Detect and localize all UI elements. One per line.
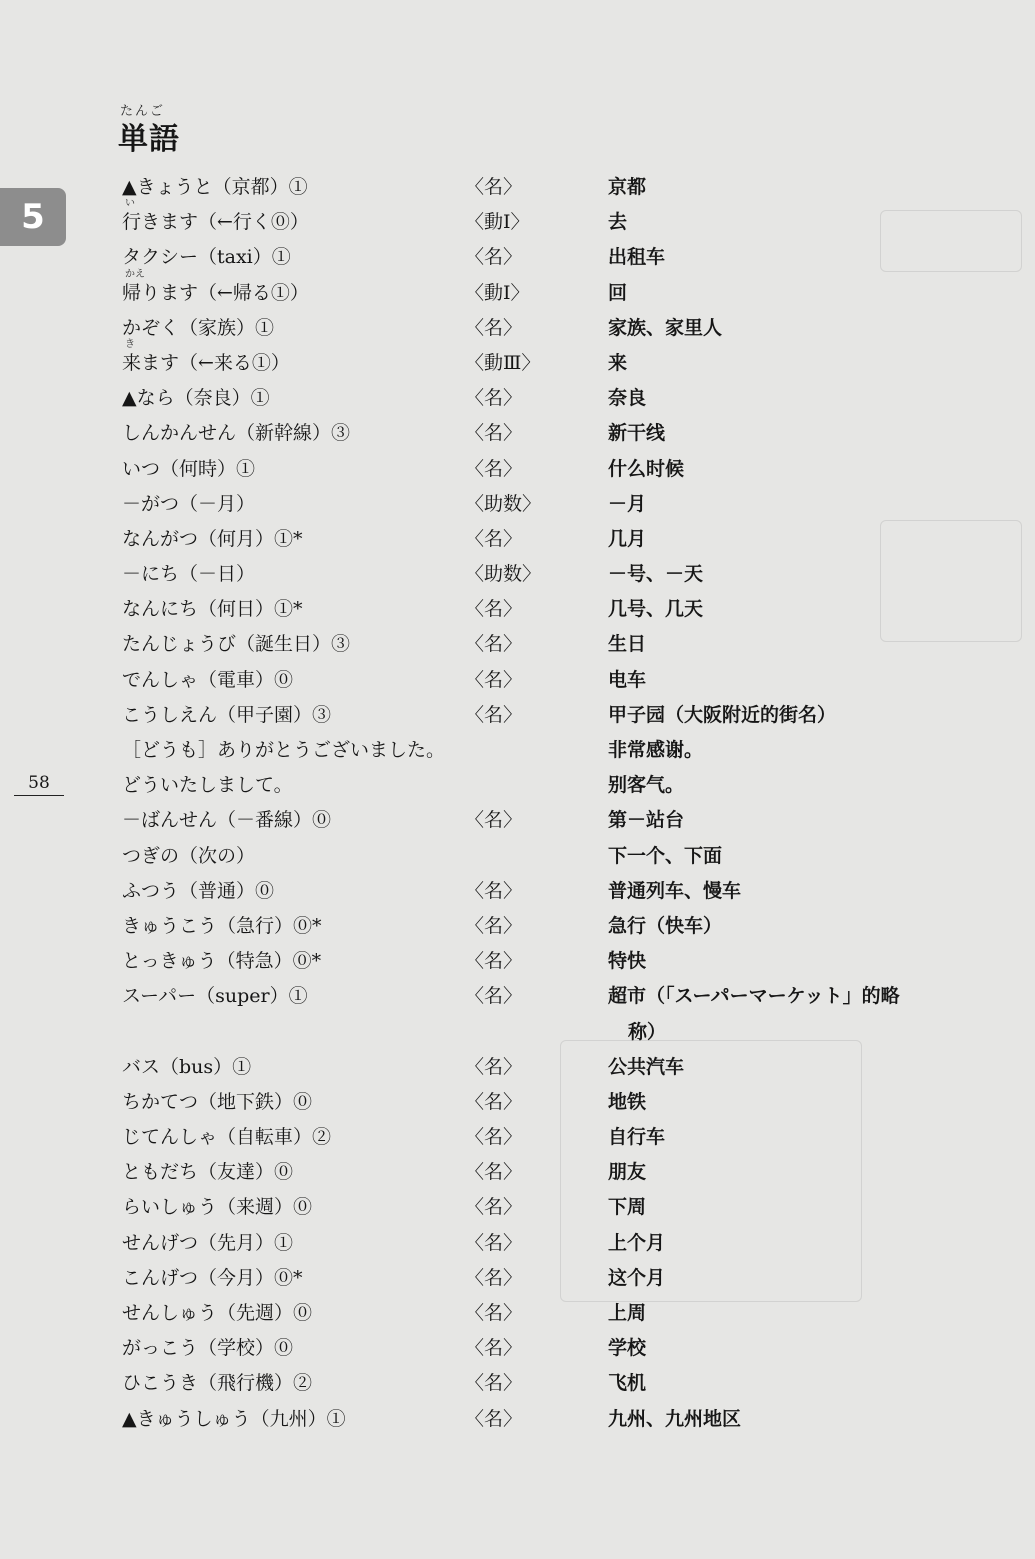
vocab-row (0, 1190, 1035, 1225)
vocab-word: じてんしゃ（自転車）② (122, 1126, 332, 1149)
vocab-word: 帰ります（←帰る①） (122, 281, 309, 304)
part-of-speech: 〈名〉 (465, 633, 523, 656)
vocab-word: いつ（何時）① (122, 457, 256, 480)
vocab-row (0, 338, 1035, 381)
part-of-speech: 〈名〉 (465, 1337, 523, 1360)
part-of-speech: 〈名〉 (465, 1266, 523, 1289)
vocab-word: せんげつ（先月）① (122, 1231, 294, 1254)
vocab-row (0, 452, 1035, 487)
meaning: 超市（「スーパーマーケット」的略 (608, 985, 900, 1008)
furigana: い (125, 198, 135, 210)
part-of-speech: 〈名〉 (465, 950, 523, 973)
part-of-speech: 〈動Ⅲ〉 (465, 351, 541, 374)
vocab-row (0, 733, 1035, 768)
meaning: －月 (608, 492, 647, 515)
vocab-word: ふつう（普通）⓪ (122, 879, 275, 902)
meaning: 非常感谢。 (608, 739, 704, 761)
vocab-word: しんかんせん（新幹線）③ (122, 422, 351, 445)
page-number: 58 (14, 773, 64, 796)
vocab-row (0, 522, 1035, 557)
vocab-word: つぎの（次の） (122, 844, 256, 867)
part-of-speech: 〈名〉 (465, 176, 523, 198)
meaning: 甲子园（大阪附近的街名） (608, 703, 837, 726)
furigana: き (125, 338, 135, 350)
vocab-word: ちかてつ（地下鉄）⓪ (122, 1090, 313, 1113)
meaning: 这个月 (608, 1266, 666, 1289)
vocab-row (0, 839, 1035, 874)
vocab-word: 行きます（←行く⓪） (122, 211, 309, 234)
vocab-word: かぞく（家族）① (122, 316, 275, 339)
vocab-word: らいしゅう（来週）⓪ (122, 1196, 313, 1219)
part-of-speech: 〈名〉 (465, 1407, 523, 1430)
vocab-word: ［どうも］ありがとうございました。 (122, 739, 446, 761)
vocab-word: スーパー（super）① (122, 985, 308, 1008)
meaning: 京都 (608, 176, 647, 198)
vocab-word: ひこうき（飛行機）② (122, 1372, 313, 1395)
vocab-row (0, 1120, 1035, 1155)
meaning: 上周 (608, 1302, 647, 1325)
part-of-speech: 〈動Ⅰ〉 (465, 211, 530, 234)
part-of-speech: 〈名〉 (465, 1126, 523, 1149)
part-of-speech: 〈助数〉 (465, 492, 542, 515)
part-of-speech: 〈名〉 (465, 668, 523, 691)
part-of-speech: 〈名〉 (465, 387, 523, 410)
vocab-word: ▲きゅうしゅう（九州）① (122, 1407, 346, 1430)
vocab-row (0, 311, 1035, 346)
meaning: 上个月 (608, 1231, 666, 1254)
meaning: 九州、九州地区 (608, 1407, 742, 1430)
vocab-row (0, 909, 1035, 944)
vocab-row (0, 803, 1035, 838)
part-of-speech: 〈名〉 (465, 879, 523, 902)
vocab-word: こうしえん（甲子園）③ (122, 703, 332, 726)
meaning: 朋友 (608, 1161, 647, 1184)
vocab-word: でんしゃ（電車）⓪ (122, 668, 294, 691)
meaning: 电车 (608, 668, 647, 691)
vocab-word: きゅうこう（急行）⓪* (122, 914, 322, 937)
meaning: 来 (608, 351, 628, 374)
meaning: 公共汽车 (608, 1055, 685, 1078)
part-of-speech: 〈名〉 (465, 1196, 523, 1219)
vocab-row (0, 1331, 1035, 1366)
vocab-word: ともだち（友達）⓪ (122, 1161, 294, 1184)
chapter-tab: 5 (0, 188, 66, 246)
vocab-word: 来ます（←来る①） (122, 351, 290, 374)
meaning: 特快 (608, 950, 647, 973)
part-of-speech: 〈名〉 (465, 985, 523, 1008)
meaning: 家族、家里人 (608, 316, 723, 339)
meaning: 学校 (608, 1337, 647, 1360)
vocab-word: －がつ（－月） (122, 492, 256, 515)
part-of-speech: 〈名〉 (465, 246, 523, 269)
meaning: 奈良 (608, 387, 647, 410)
meaning: 飞机 (608, 1372, 647, 1395)
vocab-row (0, 627, 1035, 662)
part-of-speech: 〈名〉 (465, 316, 523, 339)
vocab-word: バス（bus）① (122, 1055, 252, 1078)
vocab-row (0, 268, 1035, 311)
meaning: 急行（快车） (608, 914, 723, 937)
meaning: 地铁 (608, 1090, 647, 1113)
vocab-row (0, 768, 1035, 803)
meaning: 下周 (608, 1196, 647, 1219)
vocab-row (0, 874, 1035, 909)
vocab-word: とっきゅう（特急）⓪* (122, 950, 322, 973)
part-of-speech: 〈名〉 (465, 422, 523, 445)
vocab-row (0, 944, 1035, 979)
vocab-word: せんしゅう（先週）⓪ (122, 1302, 313, 1325)
part-of-speech: 〈名〉 (465, 1161, 523, 1184)
part-of-speech: 〈名〉 (465, 1055, 523, 1078)
vocab-row (0, 698, 1035, 733)
vocab-row (0, 592, 1035, 627)
vocab-row (0, 1155, 1035, 1190)
vocab-row (0, 1050, 1035, 1085)
meaning: 几月 (608, 527, 647, 550)
vocab-row (0, 1296, 1035, 1331)
meaning: －号、－天 (608, 563, 704, 586)
meaning: 几号、几天 (608, 598, 704, 621)
furigana: かえ (125, 268, 145, 280)
vocab-row (0, 557, 1035, 592)
vocab-row (0, 416, 1035, 451)
vocab-row (0, 663, 1035, 698)
meaning: 出租车 (608, 246, 666, 269)
vocab-word: どういたしまして。 (122, 774, 293, 797)
vocab-word: ▲なら（奈良）① (122, 387, 270, 410)
vocab-word: タクシー（taxi）① (122, 246, 291, 269)
vocabulary-list (0, 170, 1035, 1437)
vocab-row (0, 381, 1035, 416)
vocab-row (0, 198, 1035, 240)
vocab-word: －ばんせん（－番線）⓪ (122, 809, 332, 832)
vocab-word: ▲きょうと（京都）① (122, 176, 308, 198)
part-of-speech: 〈名〉 (465, 914, 523, 937)
vocab-word: なんがつ（何月）①* (122, 527, 303, 550)
part-of-speech: 〈名〉 (465, 1372, 523, 1395)
vocab-row (0, 1402, 1035, 1437)
vocab-row (0, 1226, 1035, 1261)
vocab-row (0, 979, 1035, 1049)
meaning: 下一个、下面 (608, 844, 723, 867)
part-of-speech: 〈助数〉 (465, 563, 542, 586)
meaning: 第－站台 (608, 809, 685, 832)
vocab-word: がっこう（学校）⓪ (122, 1337, 294, 1360)
meaning: 什么时候 (608, 457, 685, 480)
vocab-word: たんじょうび（誕生日）③ (122, 633, 351, 656)
part-of-speech: 〈名〉 (465, 809, 523, 832)
meaning: 普通列车、慢车 (608, 879, 742, 902)
meaning: 生日 (608, 633, 647, 656)
part-of-speech: 〈名〉 (465, 598, 523, 621)
meaning: 别客气。 (608, 774, 685, 797)
vocab-row (0, 1085, 1035, 1120)
vocab-row (0, 170, 1035, 205)
part-of-speech: 〈名〉 (465, 703, 523, 726)
vocab-row (0, 487, 1035, 522)
part-of-speech: 〈名〉 (465, 1302, 523, 1325)
vocab-word: －にち（－日） (122, 563, 256, 586)
part-of-speech: 〈名〉 (465, 457, 523, 480)
meaning: 去 (608, 211, 628, 234)
vocab-row (0, 1261, 1035, 1296)
part-of-speech: 〈動Ⅰ〉 (465, 281, 530, 304)
part-of-speech: 〈名〉 (465, 527, 523, 550)
page-title: 単語 (118, 122, 180, 157)
part-of-speech: 〈名〉 (465, 1231, 523, 1254)
meaning: 自行车 (608, 1126, 666, 1149)
vocab-word: なんにち（何日）①* (122, 598, 303, 621)
meaning: 回 (608, 281, 628, 304)
vocab-row (0, 1366, 1035, 1401)
vocab-row (0, 240, 1035, 275)
title-ruby: たんご (120, 104, 166, 119)
vocab-word: こんげつ（今月）⓪* (122, 1266, 303, 1289)
meaning-continued: 称） (628, 1020, 667, 1043)
meaning: 新干线 (608, 422, 666, 445)
part-of-speech: 〈名〉 (465, 1090, 523, 1113)
